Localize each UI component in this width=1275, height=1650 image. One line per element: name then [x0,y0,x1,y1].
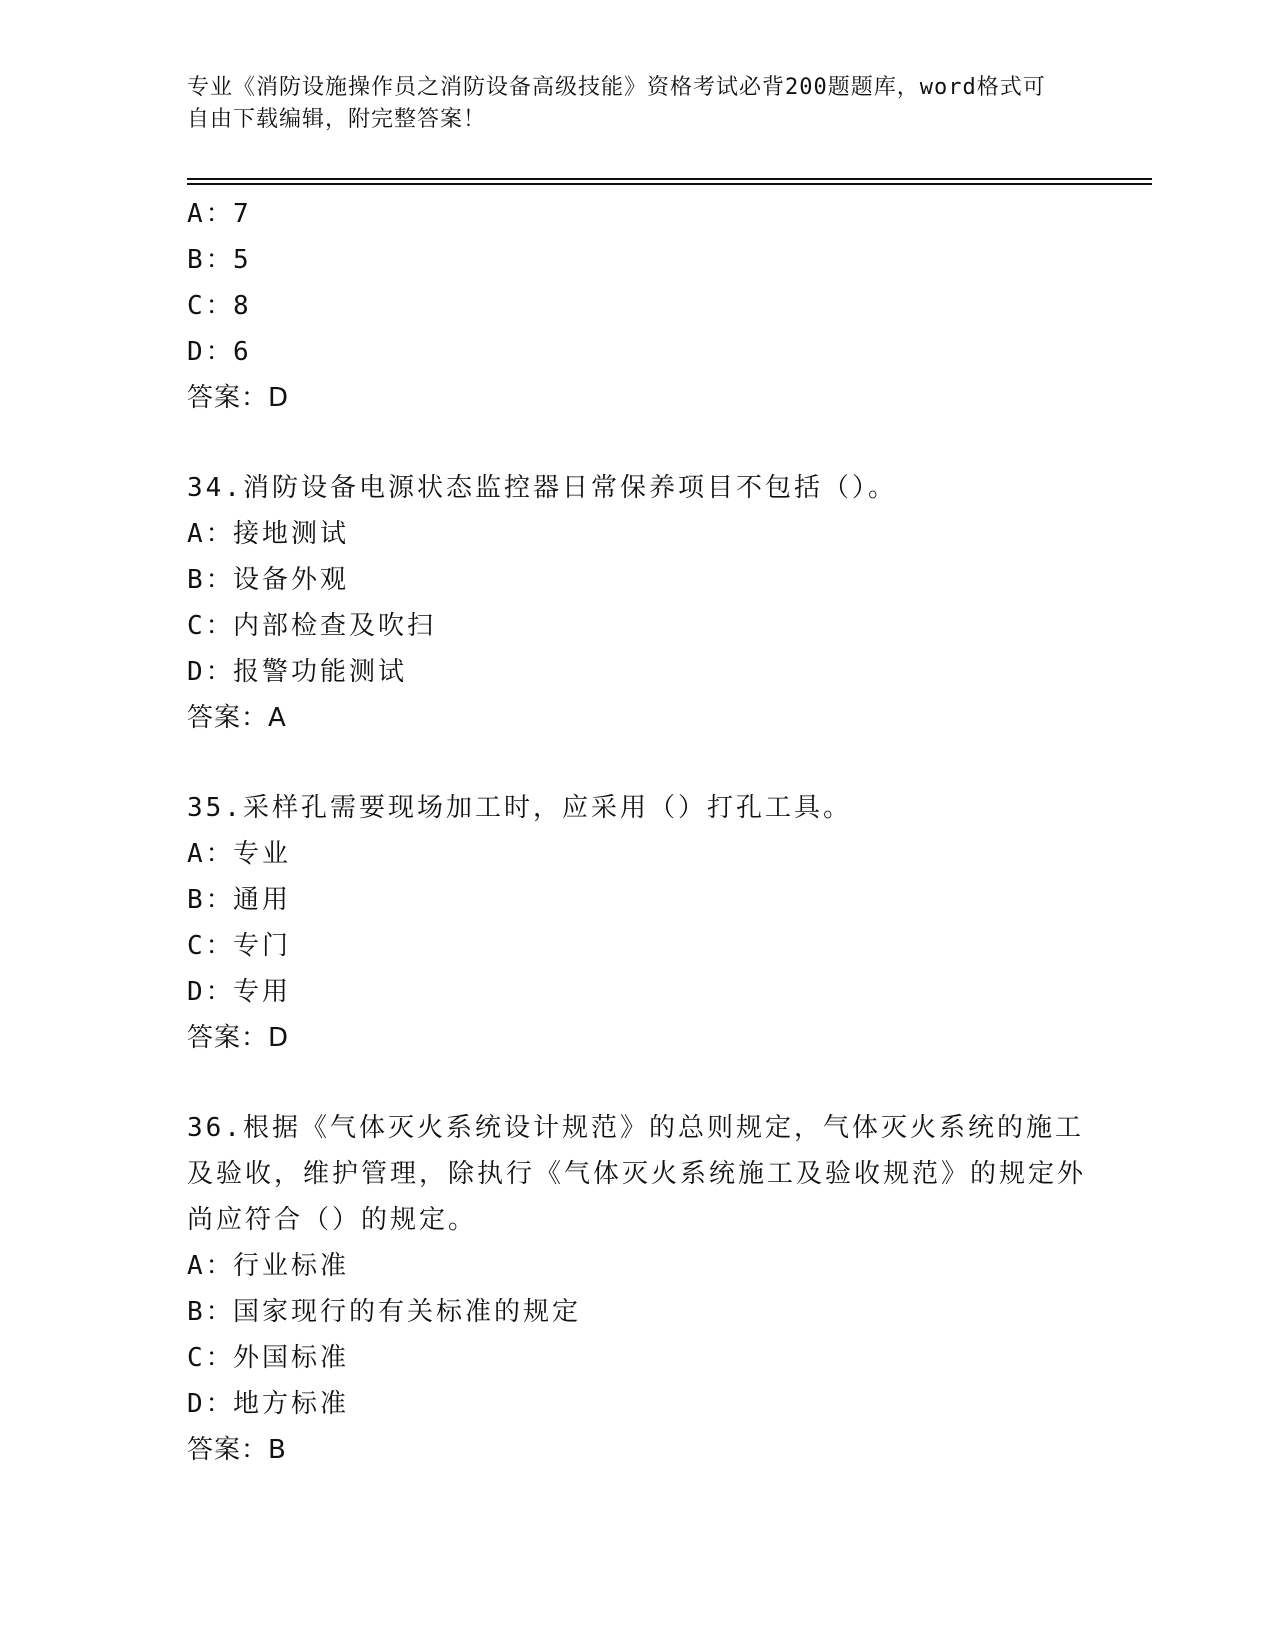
question-block [187,1105,1087,1473]
option-key: A： [187,519,235,549]
option-text: 设备外观 [233,565,350,595]
option-text: 行业标准 [233,1251,350,1281]
option-b [187,557,1087,603]
option-text: 国家现行的有关标准的规定 [233,1297,582,1327]
option-key: D： [187,977,235,1007]
option-b [187,877,1087,923]
option-text: 通用 [233,885,292,915]
option-text: 专门 [233,931,292,961]
option-key: C： [187,1343,235,1373]
spacer [187,741,1087,785]
option-d [187,1381,1087,1427]
option-text: 专用 [233,977,292,1007]
option-c [187,923,1087,969]
option-d [187,969,1087,1015]
option-d [187,649,1087,695]
option-text: 报警功能测试 [233,657,408,687]
option-key: C： [187,291,235,321]
option-text: 接地测试 [233,519,350,549]
option-text: 外国标准 [233,1343,350,1373]
spacer [187,421,1087,465]
header-divider-top [187,178,1152,180]
header-divider-bottom [187,183,1152,185]
option-d [187,329,1087,375]
option-key: D： [187,657,235,687]
option-key: B： [187,885,235,915]
option-c [187,283,1087,329]
answer-line: 答案：B [187,1435,287,1465]
option-key: C： [187,931,235,961]
option-text: 5 [233,245,252,275]
option-text: 8 [233,291,252,321]
option-text: 7 [233,199,252,229]
question-block [187,785,1087,1061]
question-stem: 35.采样孔需要现场加工时，应采用（）打孔工具。 [187,793,852,823]
option-key: C： [187,611,235,641]
option-text: 内部检查及吹扫 [233,611,437,641]
option-text: 6 [233,337,252,367]
option-key: B： [187,245,235,275]
answer-line: 答案：D [187,1023,290,1053]
option-key: A： [187,1251,235,1281]
option-text: 专业 [233,839,292,869]
option-b [187,237,1087,283]
option-a [187,191,1087,237]
option-c [187,603,1087,649]
question-list [187,191,1087,1473]
option-a [187,511,1087,557]
option-c [187,1335,1087,1381]
question-stem: 34.消防设备电源状态监控器日常保养项目不包括（）。 [187,473,897,503]
option-b [187,1289,1087,1335]
option-key: A： [187,839,235,869]
question-fragment [187,191,1087,421]
spacer [187,1061,1087,1105]
option-key: D： [187,1389,235,1419]
answer-line: 答案：D [187,383,290,413]
option-key: B： [187,565,235,595]
option-text: 地方标准 [233,1389,350,1419]
option-key: B： [187,1297,235,1327]
option-a [187,1243,1087,1289]
option-key: D： [187,337,235,367]
document-header: 专业《消防设施操作员之消防设备高级技能》资格考试必背200题题库，word格式可自由下载编辑，附完整答案！ [187,75,1046,132]
option-key: A： [187,199,235,229]
question-block [187,465,1087,741]
answer-line: 答案：A [187,703,287,733]
question-stem: 36.根据《气体灭火系统设计规范》的总则规定，气体灭火系统的施工及验收，维护管理，除执行《气体灭火系统施工及验收规范》的规定外尚应符合（）的规定。 [187,1113,1087,1235]
option-a [187,831,1087,877]
